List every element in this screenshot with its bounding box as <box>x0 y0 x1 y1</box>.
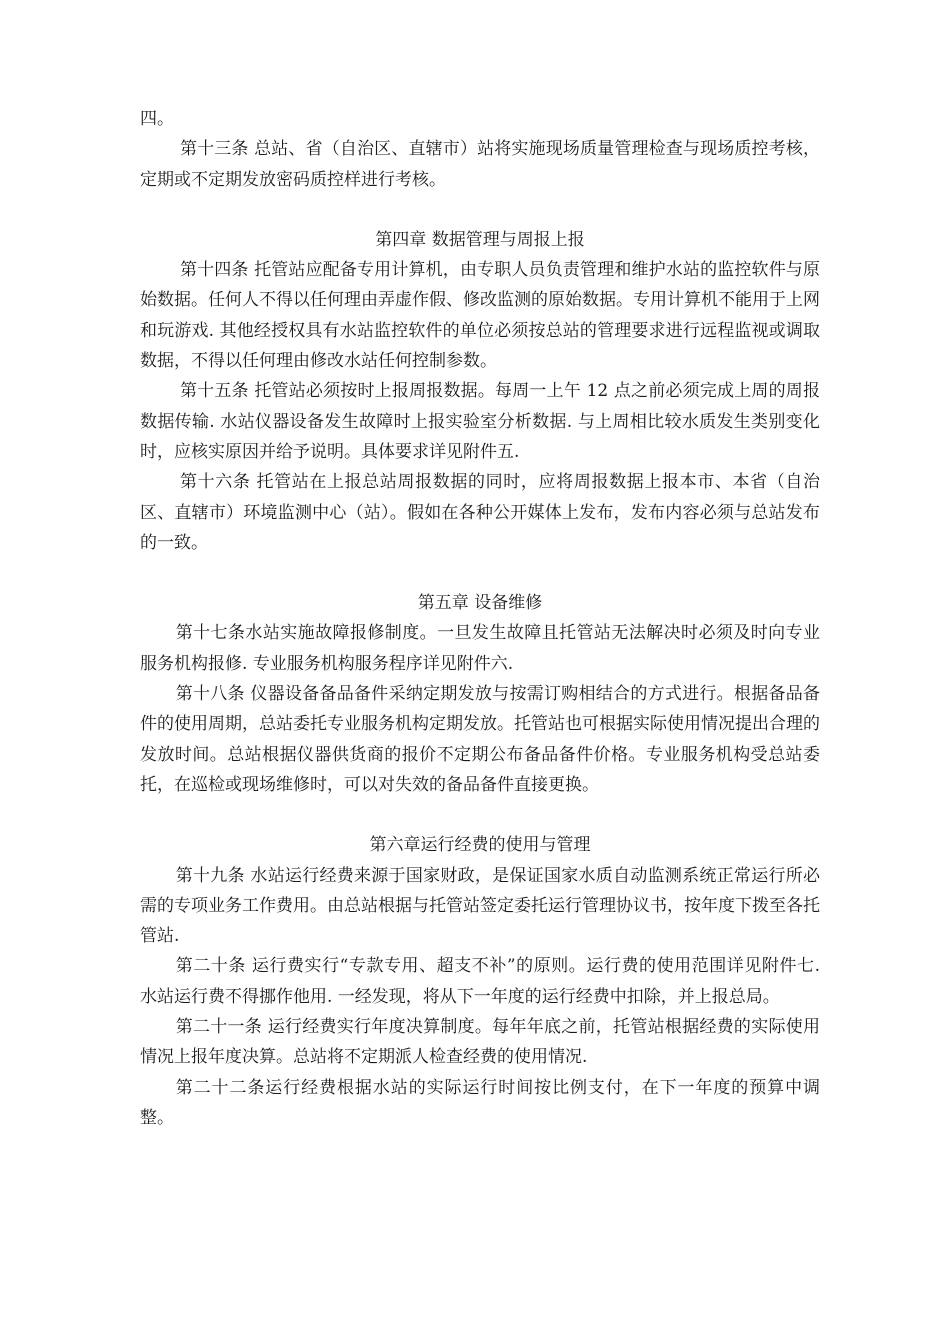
article-19: 第十九条 水站运行经费来源于国家财政，是保证国家水质自动监测系统正常运行所必需的专项业务工作费用。由总站根据与托管站签定委托运行管理协议书，按年度下拨至各托管站. <box>140 865 820 947</box>
article-18: 第十八条 仪器设备备品备件采纳定期发放与按需订购相结合的方式进行。根据备品备件的使用周期，总站委托专业服务机构定期发放。托管站也可根据实际使用情况提出合理的发放时间。总站根据仪器供货商的报价不定期公布备品备件价格。专业服务机构受总站委托，在巡检或现场维修时，可以对失效的备品备件直接更换。 <box>140 684 820 795</box>
article-20: 第二十条 运行费实行“专款专用、超支不补”的原则。运行费的使用范围详见附件七. 水站运行费不得挪作他用. 一经发现，将从下一年度的运行经费中扣除，并上报总局。 <box>140 956 820 1007</box>
article-17: 第十七条水站实施故障报修制度。一旦发生故障且托管站无法解决时必须及时向专业服务机构报修. 专业服务机构服务程序详见附件六. <box>140 623 820 674</box>
article-22: 第二十二条运行经费根据水站的实际运行时间按比例支付，在下一年度的预算中调整。 <box>140 1077 820 1128</box>
paragraph-continuation: 四。 <box>140 109 174 129</box>
article-15: 第十五条 托管站必须按时上报周报数据。每周一上午 12 点之前必须完成上周的周报数据传输. 水站仪器设备发生故障时上报实验室分析数据. 与上周相比较水质发生类别变化时，应核实原因并给予说明。具体要求详见附件五. <box>140 381 820 462</box>
article-13: 第十三条 总站、省（自治区、直辖市）站将实施现场质量管理检查与现场质控考核，定期或不定期发放密码质控样进行考核。 <box>140 139 820 190</box>
chapter-4-heading: 第四章 数据管理与周报上报 <box>375 229 585 250</box>
article-14: 第十四条 托管站应配备专用计算机，由专职人员负责管理和维护水站的监控软件与原始数据。任何人不得以任何理由弄虚作假、修改监测的原始数据。专用计算机不能用于上网和玩游戏. 其他经授权具有水站监控软件的单位必须按总站的管理要求进行远程监视或调取数据，不得以任何理由修改水站任何控制参数。 <box>140 260 820 372</box>
article-21: 第二十一条 运行经费实行年度决算制度。每年年底之前，托管站根据经费的实际使用情况上报年度决算。总站将不定期派人检查经费的使用情况. <box>140 1017 820 1068</box>
chapter-5-heading: 第五章 设备维修 <box>417 593 543 614</box>
document-page <box>140 104 820 1133</box>
article-16: 第十六条 托管站在上报总站周报数据的同时，应将周报数据上报本市、本省（自治区、直辖市）环境监测中心（站）。假如在各种公开媒体上发布，发布内容必须与总站发布的一致。 <box>140 472 820 553</box>
chapter-6-heading: 第六章运行经费的使用与管理 <box>369 835 591 856</box>
